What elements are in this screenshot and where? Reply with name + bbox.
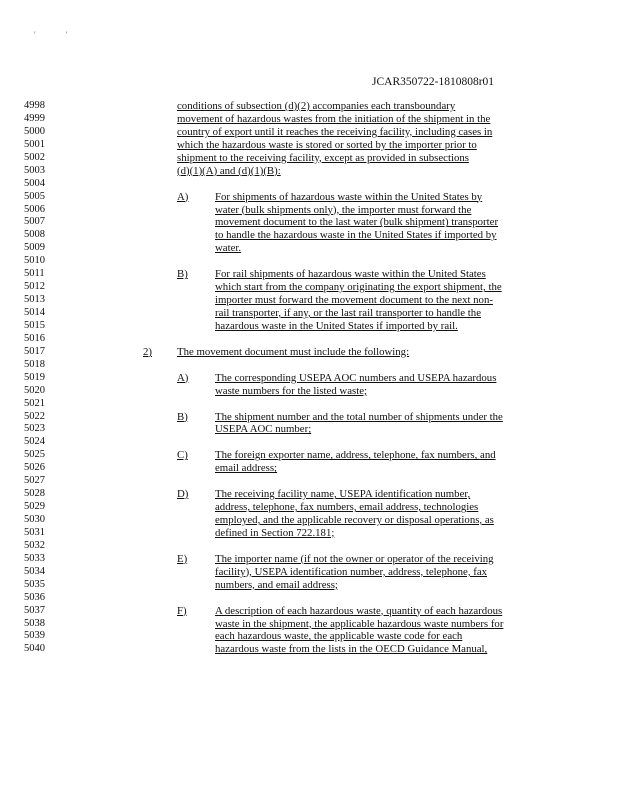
list-item xyxy=(0,488,618,501)
line-text: The importer name (if not the owner or operator of the receiving xyxy=(215,552,494,565)
item-label: B) xyxy=(177,268,188,281)
list-item xyxy=(0,372,618,385)
list-item xyxy=(0,411,618,424)
line-text: country of export until it reaches the receiving facility, including cases in xyxy=(177,125,493,138)
item-label: D) xyxy=(177,488,189,501)
line-number: 5007 xyxy=(24,216,45,228)
line-number: 5028 xyxy=(24,488,45,500)
line-number: 5016 xyxy=(24,332,45,344)
text-line xyxy=(0,113,618,126)
line-text: hazardous waste in the United States if imported by rail. xyxy=(215,319,458,332)
line-text: importer must forward the movement document to the next non- xyxy=(215,294,493,307)
line-text: address, telephone, fax numbers, email address, technologies xyxy=(215,501,479,514)
line-text: (d)(1)(A) and (d)(1)(B): xyxy=(177,164,281,177)
line-text: facility), USEPA identification number, address, telephone, fax xyxy=(215,565,488,578)
line-text: defined in Section 722.181; xyxy=(215,526,335,539)
line-number: 5015 xyxy=(24,319,45,331)
item-label: E) xyxy=(177,552,188,565)
line-text: movement document to the last water (bulk shipment) transporter xyxy=(215,216,499,229)
item-label: F) xyxy=(177,604,187,617)
line-text: The receiving facility name, USEPA identification number, xyxy=(215,488,471,501)
list-item xyxy=(0,268,618,281)
line-number: 5008 xyxy=(24,229,45,241)
line-text: water. xyxy=(215,242,242,255)
line-number: 5036 xyxy=(24,591,45,603)
line-number: 5035 xyxy=(24,578,45,590)
line-text: each hazardous waste, the applicable waste code for each xyxy=(215,630,463,643)
text-line xyxy=(0,165,618,178)
line-number: 5026 xyxy=(24,462,45,474)
line-number: 5039 xyxy=(24,630,45,642)
text-line xyxy=(0,152,618,165)
line-text: The movement document must include the following: xyxy=(177,345,410,358)
line-text: to handle the hazardous waste in the United States if imported by xyxy=(215,229,497,242)
line-number: 5034 xyxy=(24,565,45,577)
line-number: 5019 xyxy=(24,371,45,383)
list-item xyxy=(0,449,618,462)
text-line xyxy=(0,126,618,139)
line-number: 5037 xyxy=(24,604,45,616)
list-item xyxy=(0,346,618,359)
line-number: 4999 xyxy=(24,112,45,124)
text-line xyxy=(0,139,618,152)
line-text: numbers, and email address; xyxy=(215,578,338,591)
line-number: 5009 xyxy=(24,242,45,254)
line-text: which start from the company originating the export shipment, the xyxy=(215,281,502,294)
line-number: 5001 xyxy=(24,138,45,150)
line-text: For shipments of hazardous waste within the United States by xyxy=(215,190,483,203)
line-number: 5003 xyxy=(24,164,45,176)
line-number: 5023 xyxy=(24,423,45,435)
text-line xyxy=(0,100,618,113)
line-number: 5005 xyxy=(24,190,45,202)
list-item xyxy=(0,605,618,618)
line-text: rail transporter, if any, or the last rail transporter to handle the xyxy=(215,307,481,319)
line-number: 5025 xyxy=(24,449,45,461)
line-text: waste numbers for the listed waste; xyxy=(215,384,368,397)
line-text: USEPA AOC number; xyxy=(215,423,312,436)
line-number: 5020 xyxy=(24,384,45,396)
line-number: 5029 xyxy=(24,501,45,513)
line-number: 5017 xyxy=(24,345,45,357)
line-number: 5013 xyxy=(24,294,45,306)
line-number: 4998 xyxy=(24,100,45,111)
line-text: The foreign exporter name, address, telephone, fax numbers, and xyxy=(215,449,496,462)
list-item xyxy=(0,553,618,566)
line-number: 5006 xyxy=(24,203,45,215)
line-number: 5010 xyxy=(24,255,45,267)
line-text: A description of each hazardous waste, quantity of each hazardous xyxy=(215,604,503,617)
line-text: movement of hazardous wastes from the initiation of the shipment in the xyxy=(177,112,491,125)
line-number: 5032 xyxy=(24,539,45,551)
item-label: B) xyxy=(177,410,188,423)
line-number: 5033 xyxy=(24,552,45,564)
line-text: The corresponding USEPA AOC numbers and USEPA hazardous xyxy=(215,371,497,384)
line-text: shipment to the receiving facility, except as provided in subsections xyxy=(177,151,469,164)
line-text: employed, and the applicable recovery or disposal operations, as xyxy=(215,514,494,526)
list-item xyxy=(0,191,618,204)
line-text: For rail shipments of hazardous waste within the United States xyxy=(215,268,486,281)
item-label: A) xyxy=(177,190,189,203)
line-text: which the hazardous waste is stored or sorted by the importer prior to xyxy=(177,138,477,151)
item-number: 2) xyxy=(143,345,152,358)
line-number: 5002 xyxy=(24,151,45,163)
line-text: waste in the shipment, the applicable hazardous waste numbers for xyxy=(215,617,504,630)
line-number: 5021 xyxy=(24,397,45,409)
line-number: 5031 xyxy=(24,526,45,538)
line-number: 5004 xyxy=(24,177,45,189)
document-body xyxy=(0,100,618,656)
document-id: JCAR350722-1810808r01 xyxy=(372,76,495,88)
line-text: The shipment number and the total number of shipments under the xyxy=(215,410,503,423)
line-text: hazardous waste from the lists in the OECD Guidance Manual, xyxy=(215,643,488,656)
line-text: email address; xyxy=(215,462,278,475)
corner-marks: ' ' xyxy=(34,30,82,40)
line-text: conditions of subsection (d)(2) accompanies each transboundary xyxy=(177,100,456,112)
line-number: 5027 xyxy=(24,475,45,487)
item-label: A) xyxy=(177,371,189,384)
line-number: 5024 xyxy=(24,436,45,448)
line-number: 5038 xyxy=(24,617,45,629)
line-number: 5012 xyxy=(24,281,45,293)
line-number: 5000 xyxy=(24,125,45,137)
line-number: 5040 xyxy=(24,643,45,655)
line-number: 5030 xyxy=(24,514,45,525)
item-label: C) xyxy=(177,449,188,462)
line-number: 5014 xyxy=(24,307,45,318)
line-number: 5018 xyxy=(24,358,45,370)
line-number: 5022 xyxy=(24,410,45,422)
line-text: water (bulk shipments only), the importer must forward the xyxy=(215,203,472,216)
line-number: 5011 xyxy=(24,268,45,280)
